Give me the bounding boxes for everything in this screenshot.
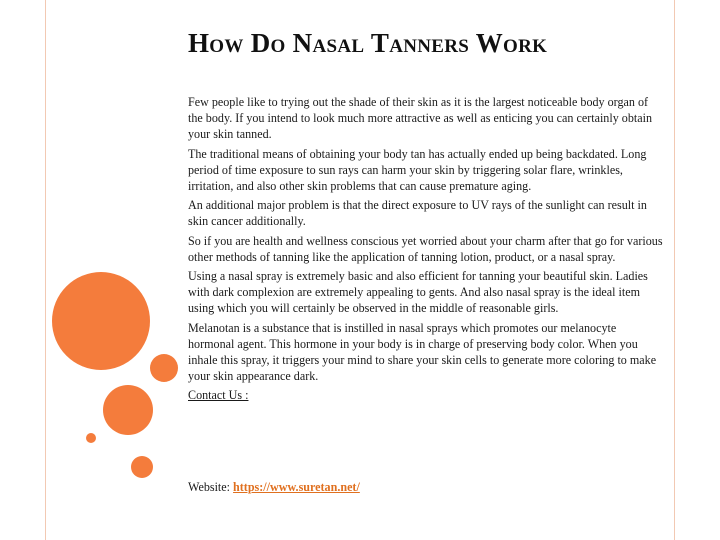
page-title: How Do Nasal Tanners Work <box>188 28 548 58</box>
paragraph: Using a nasal spray is extremely basic and also efficient for tanning your beautiful skin. Ladies with dark complexion are extremely appealing to gents. And also nasal spray is the ideal item using which you will certainly be observed in the middle of reasonable girls. <box>188 269 648 315</box>
website-line <box>188 480 360 495</box>
left-border-line <box>45 0 46 540</box>
paragraph: The traditional means of obtaining your body tan has actually ended up being backdated. Long period of time exposure to sun rays can harm your skin by triggering solar flare, wrinkles, irritation, and also other skin problems that can cause premature aging. <box>188 146 647 193</box>
right-border-line <box>674 0 675 540</box>
website-label: Website: <box>188 480 234 494</box>
decor-circle-lower <box>131 456 153 478</box>
website-link[interactable]: https://www.suretan.net/ <box>233 480 360 494</box>
decor-circle-large <box>52 272 150 370</box>
decor-circle-small <box>150 354 178 382</box>
article-body <box>188 94 663 407</box>
paragraph: So if you are health and wellness conscious yet worried about your charm after that go for various other methods of tanning like the application of tanning lotion, product, or a nasal spray. <box>188 233 663 264</box>
paragraph: Few people like to trying out the shade of their skin as it is the largest noticeable body organ of the body. If you intend to look much more attractive as well as enticing you can certainly obtain your skin tanned. <box>188 95 653 141</box>
contact-us-label[interactable]: Contact Us : <box>188 388 249 402</box>
paragraph: Melanotan is a substance that is instilled in nasal sprays which promotes our melanocyte hormonal agent. This hormone in your body is in charge of preserving body color. When you inhale this spray, it triggers your mind to share your skin cells to generate more coloring to make your skin appearance dark. <box>188 320 657 383</box>
decor-circle-dot <box>86 433 96 443</box>
paragraph: An additional major problem is that the direct exposure to UV rays of the sunlight can result in skin cancer additionally. <box>188 198 647 228</box>
decor-circle-medium <box>103 385 153 435</box>
